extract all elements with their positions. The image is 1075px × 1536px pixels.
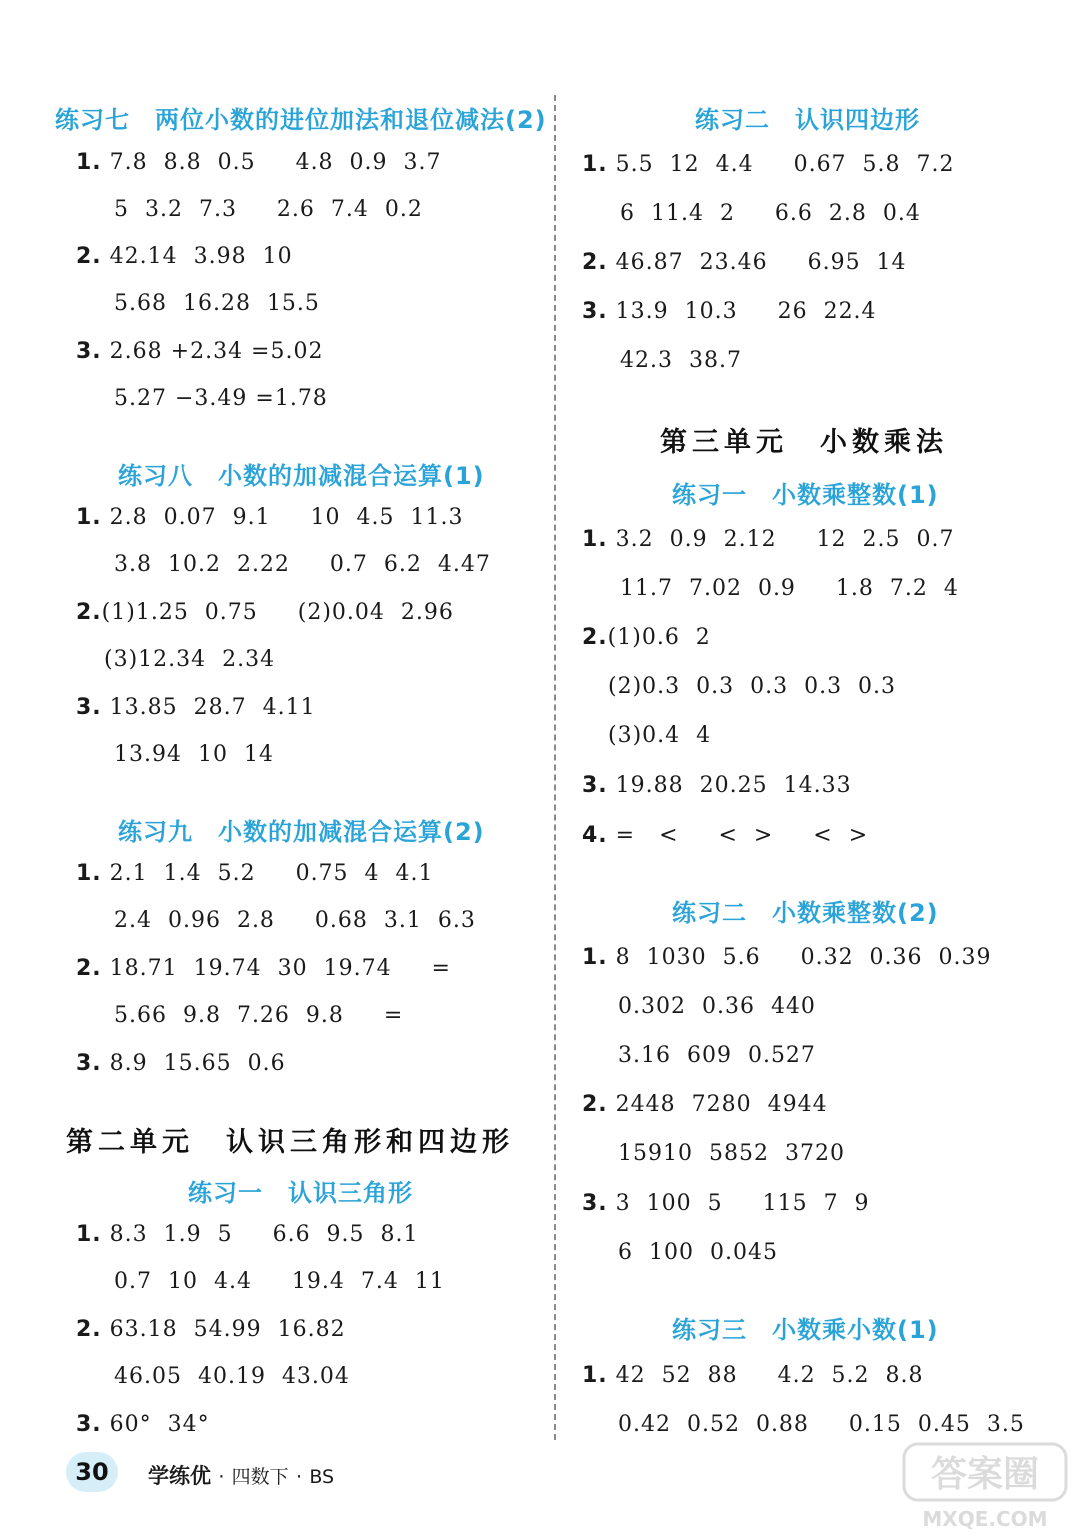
answer-line: 6 11.4 2 6.6 2.8 0.4 bbox=[620, 201, 921, 226]
answer-line: 1. 8.3 1.9 5 6.6 9.5 8.1 bbox=[76, 1222, 419, 1247]
answer-line: 5 3.2 7.3 2.6 7.4 0.2 bbox=[114, 197, 423, 222]
answer-line: 1. 5.5 12 4.4 0.67 5.8 7.2 bbox=[582, 152, 955, 177]
separator-dot: · bbox=[218, 1466, 225, 1488]
edition-label: BS bbox=[309, 1466, 335, 1488]
exercise-1-heading: 练习一 认识三角形 bbox=[188, 1179, 413, 1207]
answer-line: 6 100 0.045 bbox=[618, 1240, 778, 1265]
answer-line: 5.68 16.28 15.5 bbox=[114, 291, 320, 316]
exercise-1-heading: 练习一 小数乘整数(1) bbox=[672, 481, 939, 509]
watermark bbox=[900, 1440, 1070, 1532]
watermark-url: MXQE.COM bbox=[922, 1507, 1048, 1531]
answer-line: (2)0.3 0.3 0.3 0.3 0.3 bbox=[608, 674, 897, 699]
answer-line: 1. 8 1030 5.6 0.32 0.36 0.39 bbox=[582, 945, 992, 970]
book-title bbox=[148, 1460, 334, 1490]
answer-line: 3. 13.85 28.7 4.11 bbox=[76, 695, 316, 720]
exercise-7-heading: 练习七 两位小数的进位加法和退位减法(2) bbox=[55, 106, 547, 134]
answer-line: 2. 2448 7280 4944 bbox=[582, 1092, 828, 1117]
answer-line: 11.7 7.02 0.9 1.8 7.2 4 bbox=[620, 576, 959, 601]
answer-line: 42.3 38.7 bbox=[620, 348, 742, 373]
answer-line: 3. 3 100 5 115 7 9 bbox=[582, 1191, 870, 1216]
answer-line: 0.42 0.52 0.88 0.15 0.45 3.5 bbox=[618, 1412, 1025, 1437]
answer-line: 1. 42 52 88 4.2 5.2 8.8 bbox=[582, 1363, 924, 1388]
answer-line: 5.27 −3.49 =1.78 bbox=[114, 386, 328, 411]
answer-line: 5.66 9.8 7.26 9.8 = bbox=[114, 1003, 404, 1028]
answer-line: 1. 3.2 0.9 2.12 12 2.5 0.7 bbox=[582, 527, 955, 552]
answer-line: 3.8 10.2 2.22 0.7 6.2 4.47 bbox=[114, 552, 491, 577]
answer-line: 2. 46.87 23.46 6.95 14 bbox=[582, 250, 907, 275]
answer-line: 15910 5852 3720 bbox=[618, 1141, 845, 1166]
separator-dot: · bbox=[296, 1466, 303, 1488]
answer-line: 2.(1)1.25 0.75 (2)0.04 2.96 bbox=[76, 600, 454, 625]
answer-line: 2.4 0.96 2.8 0.68 3.1 6.3 bbox=[114, 908, 476, 933]
unit-2-heading: 第二单元 认识三角形和四边形 bbox=[66, 1127, 514, 1158]
answer-line: 46.05 40.19 43.04 bbox=[114, 1364, 350, 1389]
answer-line: 2. 63.18 54.99 16.82 bbox=[76, 1317, 346, 1342]
answer-line: 2.(1)0.6 2 bbox=[582, 625, 711, 650]
watermark-logo-icon bbox=[900, 1440, 1070, 1532]
answer-line: 1. 2.1 1.4 5.2 0.75 4 4.1 bbox=[76, 861, 434, 886]
answer-line: 3. 19.88 20.25 14.33 bbox=[582, 773, 852, 798]
answer-line: 1. 2.8 0.07 9.1 10 4.5 11.3 bbox=[76, 505, 464, 530]
answer-line: 2. 42.14 3.98 10 bbox=[76, 244, 293, 269]
answer-line: 4. = < < > < > bbox=[582, 823, 869, 848]
exercise-2-heading: 练习二 认识四边形 bbox=[695, 106, 920, 134]
page-number: 30 bbox=[66, 1452, 118, 1492]
answer-line: 2. 18.71 19.74 30 19.74 = bbox=[76, 956, 451, 981]
exercise-2-heading: 练习二 小数乘整数(2) bbox=[672, 899, 939, 927]
answer-line: 3.16 609 0.527 bbox=[618, 1043, 816, 1068]
answer-line: 13.94 10 14 bbox=[114, 742, 274, 767]
answer-line: 3. 60° 34° bbox=[76, 1412, 210, 1437]
answer-line: (3)0.4 4 bbox=[608, 723, 712, 748]
unit-3-heading: 第三单元 小数乘法 bbox=[660, 427, 948, 458]
watermark-text: 答案圈 bbox=[930, 1454, 1040, 1495]
answer-line: 3. 2.68 +2.34 =5.02 bbox=[76, 339, 324, 364]
exercise-3-heading: 练习三 小数乘小数(1) bbox=[672, 1316, 939, 1344]
answer-line: 1. 7.8 8.8 0.5 4.8 0.9 3.7 bbox=[76, 150, 442, 175]
grade-label: 四数下 bbox=[231, 1466, 289, 1488]
answer-line: 3. 13.9 10.3 26 22.4 bbox=[582, 299, 877, 324]
answer-line: 0.302 0.36 440 bbox=[618, 994, 816, 1019]
exercise-8-heading: 练习八 小数的加减混合运算(1) bbox=[118, 462, 485, 490]
answer-line: 0.7 10 4.4 19.4 7.4 11 bbox=[114, 1269, 445, 1294]
brand-name: 学练优 bbox=[148, 1464, 211, 1488]
column-divider bbox=[554, 95, 556, 1440]
exercise-9-heading: 练习九 小数的加减混合运算(2) bbox=[118, 818, 485, 846]
answer-line: 3. 8.9 15.65 0.6 bbox=[76, 1051, 286, 1076]
answer-line: (3)12.34 2.34 bbox=[104, 647, 276, 672]
